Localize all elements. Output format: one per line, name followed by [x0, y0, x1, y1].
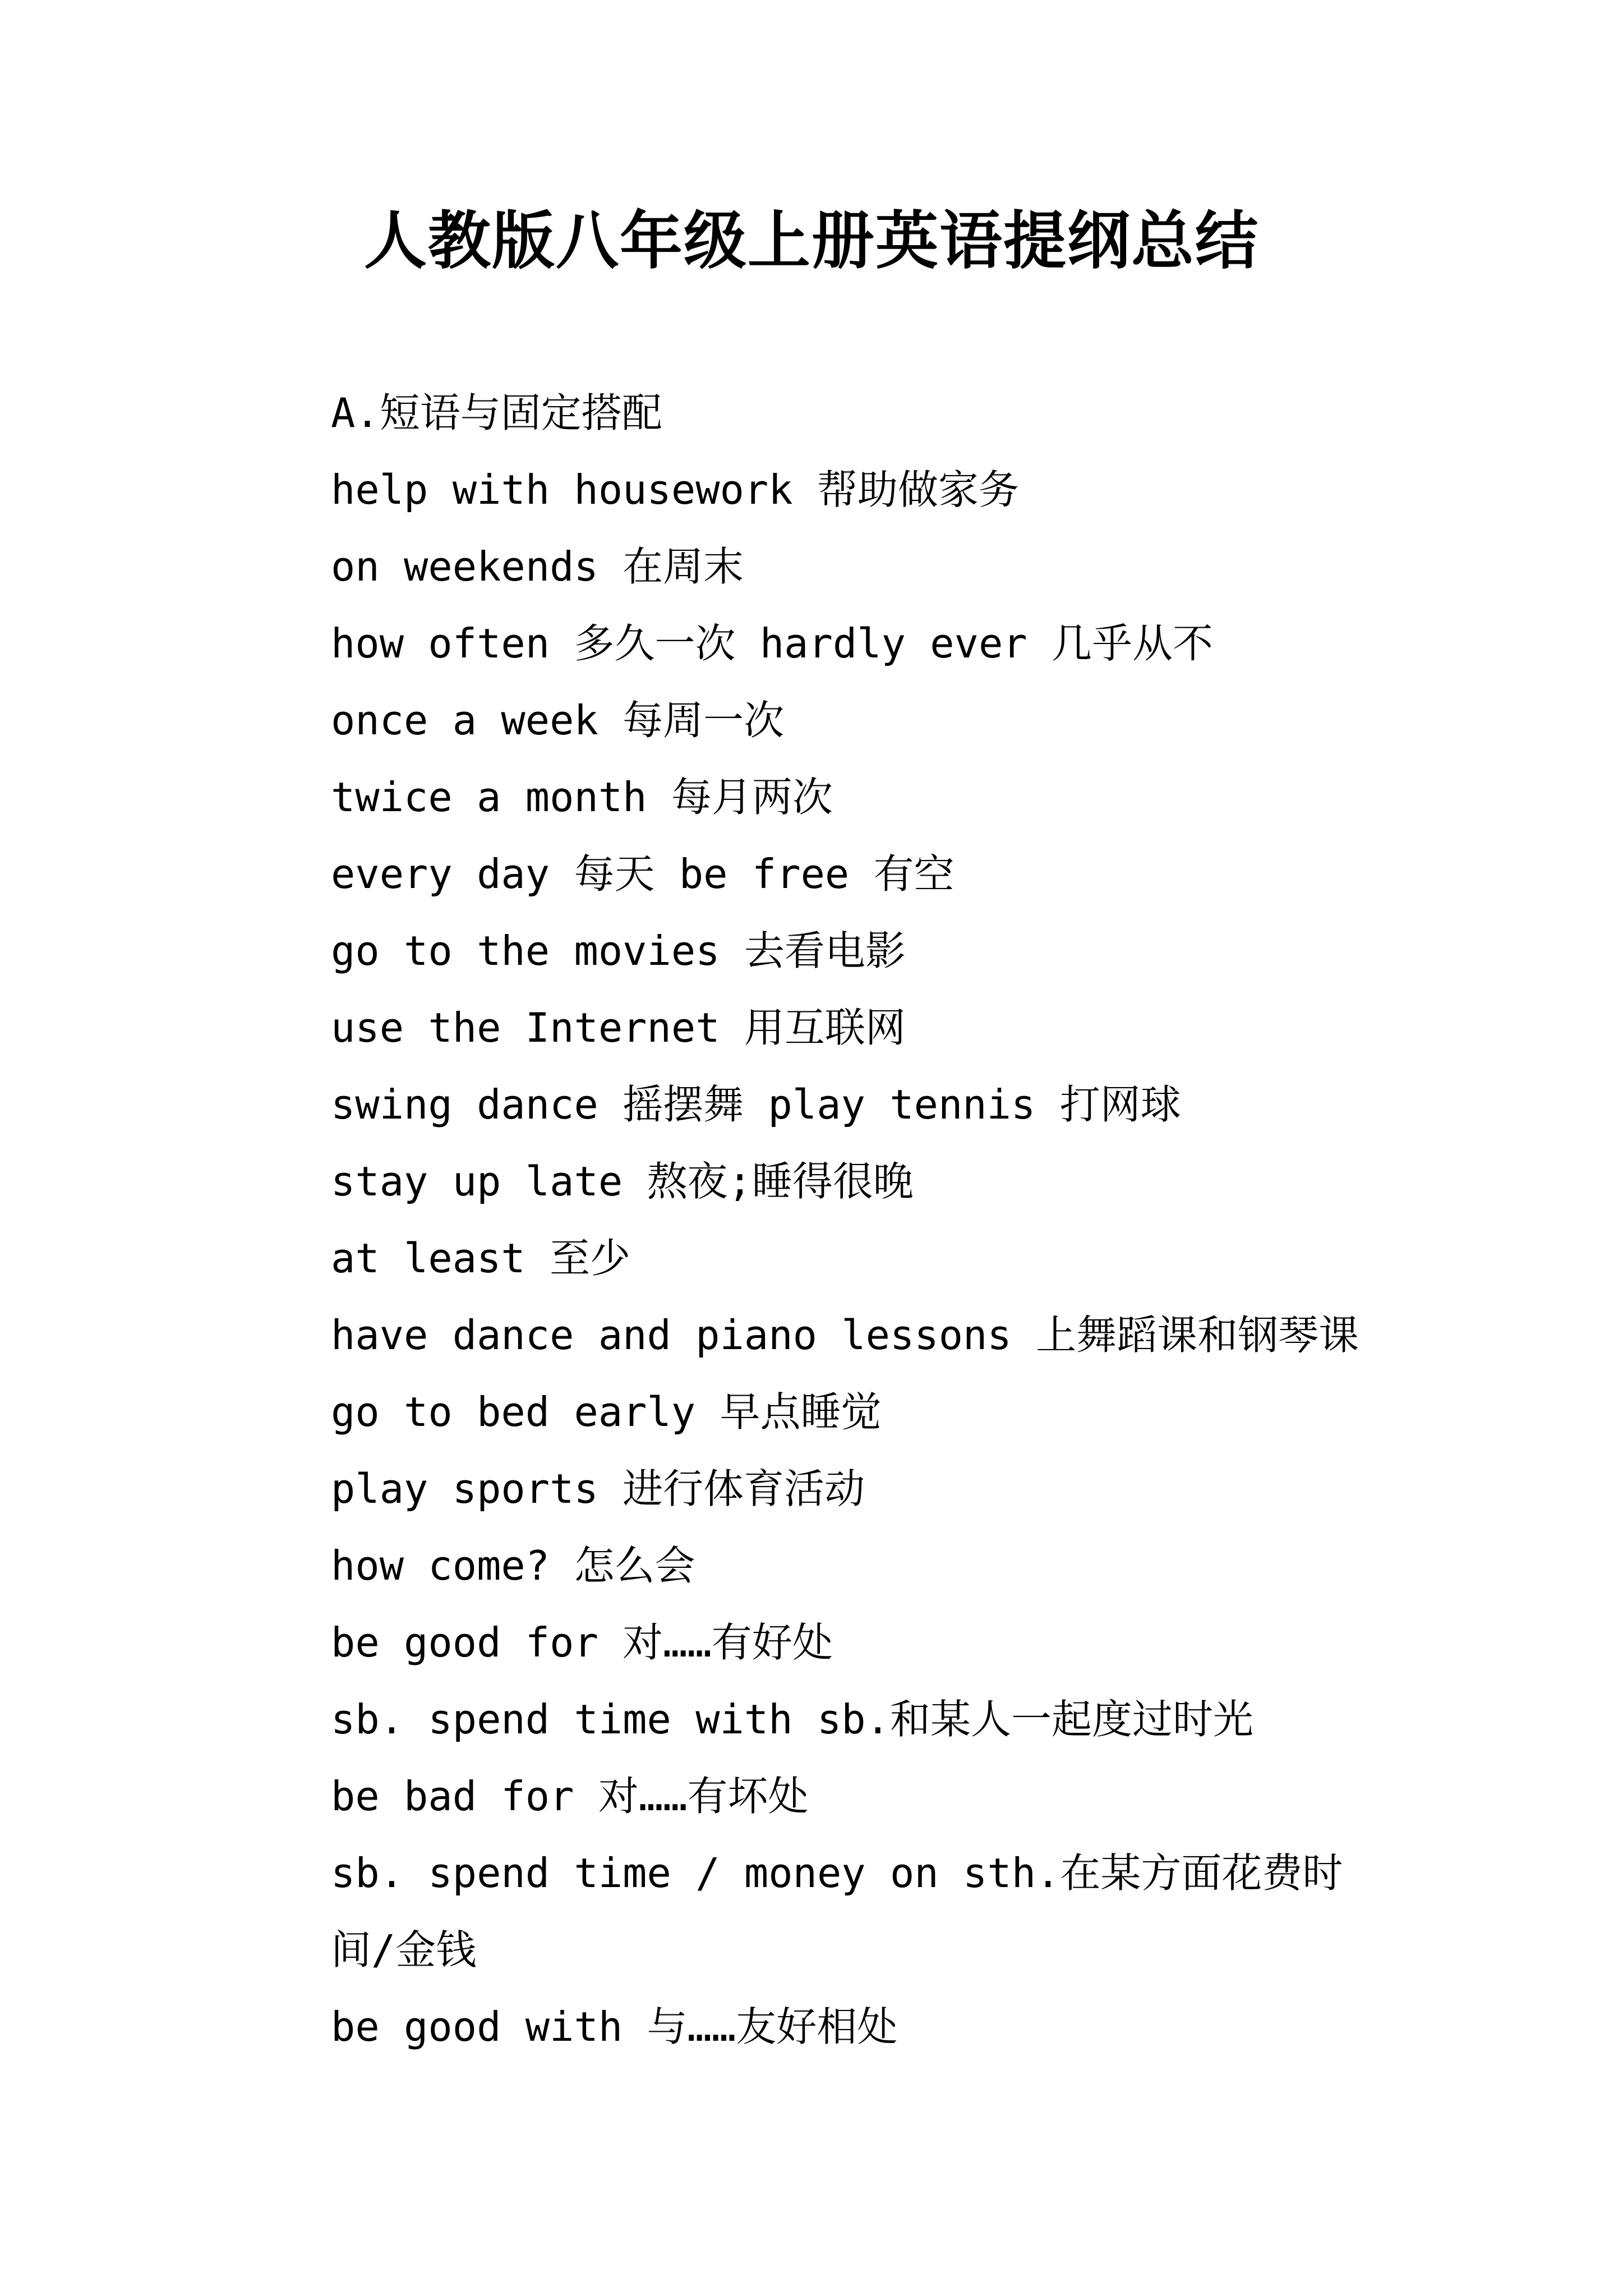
text-line: have dance and piano lessons 上舞蹈课和钢琴课	[331, 1312, 1359, 1359]
text-line: help with housework 帮助做家务	[331, 466, 1019, 513]
text-line: use the Internet 用互联网	[331, 1004, 906, 1051]
text-line: how often 多久一次 hardly ever 几乎从不	[331, 620, 1213, 667]
text-line: sb. spend time with sb.和某人一起度过时光	[331, 1696, 1253, 1743]
text-line: be good for 对……有好处	[331, 1619, 833, 1666]
text-line: sb. spend time / money on sth.在某方面花费时间/金钱	[331, 1849, 1343, 1973]
text-line: swing dance 摇摆舞 play tennis 打网球	[331, 1081, 1181, 1128]
text-line: twice a month 每月两次	[331, 774, 833, 821]
document-title: 人教版八年级上册英语提纲总结	[364, 204, 1259, 278]
text-line: at least 至少	[331, 1235, 631, 1282]
text-line: go to bed early 早点睡觉	[331, 1388, 882, 1435]
text-line: how come? 怎么会	[331, 1542, 695, 1589]
document-body	[247, 375, 1396, 2065]
text-line: A.短语与固定搭配	[331, 389, 662, 436]
text-line: once a week 每周一次	[331, 697, 785, 744]
text-line: play sports 进行体育活动	[331, 1465, 865, 1512]
text-line: go to the movies 去看电影	[331, 927, 906, 974]
text-line: be good with 与……友好相处	[331, 2003, 898, 2050]
text-line: on weekends 在周末	[331, 543, 744, 590]
text-line: be bad for 对……有坏处	[331, 1773, 809, 1820]
text-line: every day 每天 be free 有空	[331, 850, 955, 898]
text-line: stay up late 熬夜;睡得很晚	[331, 1158, 914, 1205]
